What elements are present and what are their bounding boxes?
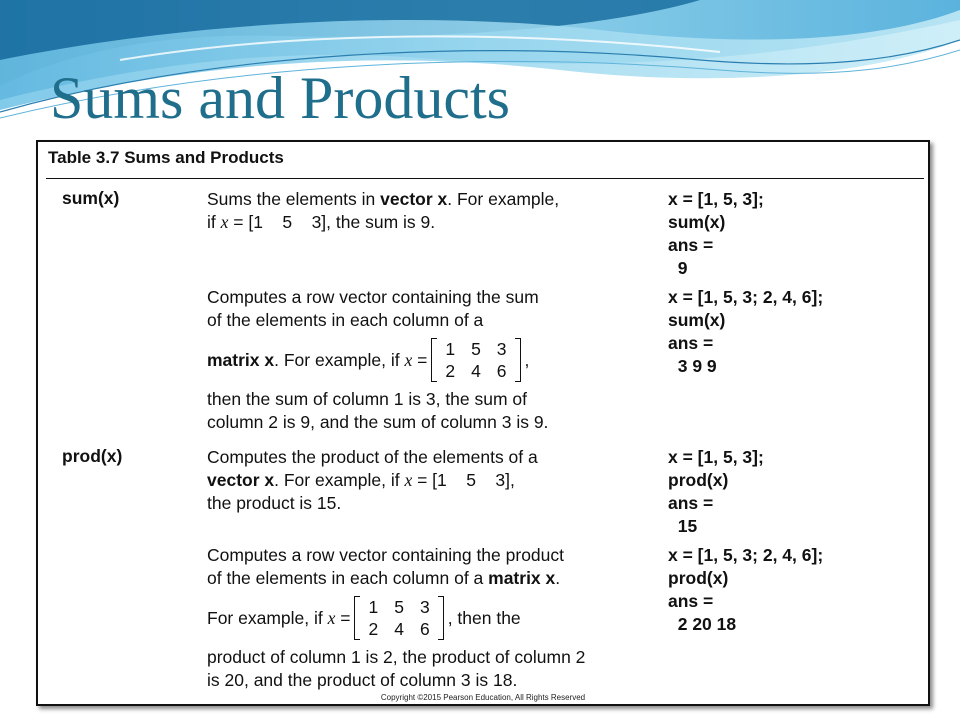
- code-line: x = [1, 5, 3; 2, 4, 6];: [668, 545, 824, 565]
- keyword-vector-x: vector x: [380, 189, 448, 209]
- text-segment: =: [335, 607, 351, 628]
- text-segment: Sums the elements in: [207, 189, 381, 209]
- description-line: is 20, and the product of column 3 is 18.: [207, 670, 518, 690]
- matrix-cell: 3: [419, 597, 430, 617]
- description-line: Computes a row vector containing the product: [207, 545, 564, 565]
- matrix-cell: 1: [368, 597, 379, 617]
- sum-vector-code-example: [668, 188, 764, 280]
- code-line: 2 20 18: [668, 614, 737, 634]
- code-line: x = [1, 5, 3];: [668, 189, 764, 209]
- code-line: 15: [668, 516, 698, 536]
- description-line: then the sum of column 1 is 3, the sum of: [207, 389, 528, 409]
- matrix-cell: 5: [471, 339, 481, 359]
- table-caption: Table 3.7 Sums and Products: [48, 148, 284, 167]
- math-variable: x: [404, 470, 413, 490]
- code-line: ans =: [668, 235, 714, 255]
- description-line: the product is 15.: [207, 493, 342, 513]
- prod-matrix-code-example: [668, 544, 823, 636]
- description-line: Computes a row vector containing the sum: [207, 287, 539, 307]
- text-segment: if: [207, 212, 221, 232]
- matrix-cell: 4: [394, 619, 404, 639]
- example-matrix: [354, 596, 443, 640]
- sum-matrix-description: [207, 286, 548, 434]
- slide-title: Sums and Products: [50, 65, 511, 131]
- code-line: prod(x): [668, 470, 729, 490]
- matrix-cell: 6: [419, 619, 430, 639]
- math-variable: x: [404, 349, 413, 370]
- code-line: prod(x): [668, 568, 729, 588]
- matrix-cell: 1: [445, 339, 456, 359]
- example-matrix: [431, 338, 520, 382]
- copyright-notice: Copyright ©2015 Pearson Education, All Rights Reserved: [380, 693, 586, 702]
- text-segment: .: [555, 568, 561, 588]
- code-line: ans =: [668, 493, 714, 513]
- matrix-cell: 6: [496, 361, 507, 381]
- text-segment: For example, if: [207, 607, 328, 628]
- code-line: ans =: [668, 333, 714, 353]
- text-segment: , then the: [447, 607, 521, 628]
- description-line: Computes the product of the elements of a: [207, 447, 538, 467]
- description-line: [207, 211, 559, 234]
- sum-matrix-code-example: [668, 286, 823, 378]
- code-line: 3 9 9: [668, 356, 717, 376]
- matrix-cell: 4: [471, 361, 481, 381]
- matrix-cell: 2: [368, 619, 379, 639]
- code-line: sum(x): [668, 212, 726, 232]
- matrix-example-line: [207, 338, 548, 382]
- sums-products-table: [36, 140, 930, 706]
- description-line: of the elements in each column of a: [207, 310, 484, 330]
- text-segment: . For example, if: [274, 470, 405, 490]
- keyword-matrix-x: matrix x: [207, 349, 275, 370]
- code-line: x = [1, 5, 3; 2, 4, 6];: [668, 287, 824, 307]
- code-line: x = [1, 5, 3];: [668, 447, 764, 467]
- matrix-cell: 5: [394, 597, 404, 617]
- matrix-example-line: [207, 596, 585, 640]
- prod-matrix-description: [207, 544, 585, 692]
- math-variable: x: [220, 212, 229, 232]
- math-variable: x: [327, 607, 336, 628]
- matrix-cell: 2: [445, 361, 456, 381]
- keyword-matrix-x: matrix x: [488, 568, 556, 588]
- prod-vector-code-example: [668, 446, 764, 538]
- text-segment: =: [412, 349, 428, 370]
- code-line: ans =: [668, 591, 714, 611]
- text-segment: of the elements in each column of a: [207, 568, 489, 588]
- text-segment: . For example,: [447, 189, 560, 209]
- description-line: [207, 188, 559, 211]
- description-line: [207, 469, 538, 492]
- text-segment: ,: [524, 349, 530, 370]
- text-segment: . For example, if: [274, 349, 405, 370]
- text-segment: = [1 5 3], the sum is 9.: [228, 212, 436, 232]
- description-line: [207, 567, 585, 590]
- code-line: 9: [668, 258, 688, 278]
- function-name-prod: prod(x): [62, 446, 123, 466]
- keyword-vector-x: vector x: [207, 470, 275, 490]
- description-line: product of column 1 is 2, the product of column 2: [207, 647, 586, 667]
- prod-vector-description: [207, 446, 538, 515]
- description-line: column 2 is 9, and the sum of column 3 is 9.: [207, 412, 549, 432]
- caption-divider: [46, 178, 924, 179]
- text-segment: = [1 5 3],: [412, 470, 515, 490]
- code-line: sum(x): [668, 310, 726, 330]
- function-name-sum: sum(x): [62, 188, 120, 208]
- sum-vector-description: [207, 188, 559, 234]
- matrix-cell: 3: [496, 339, 507, 359]
